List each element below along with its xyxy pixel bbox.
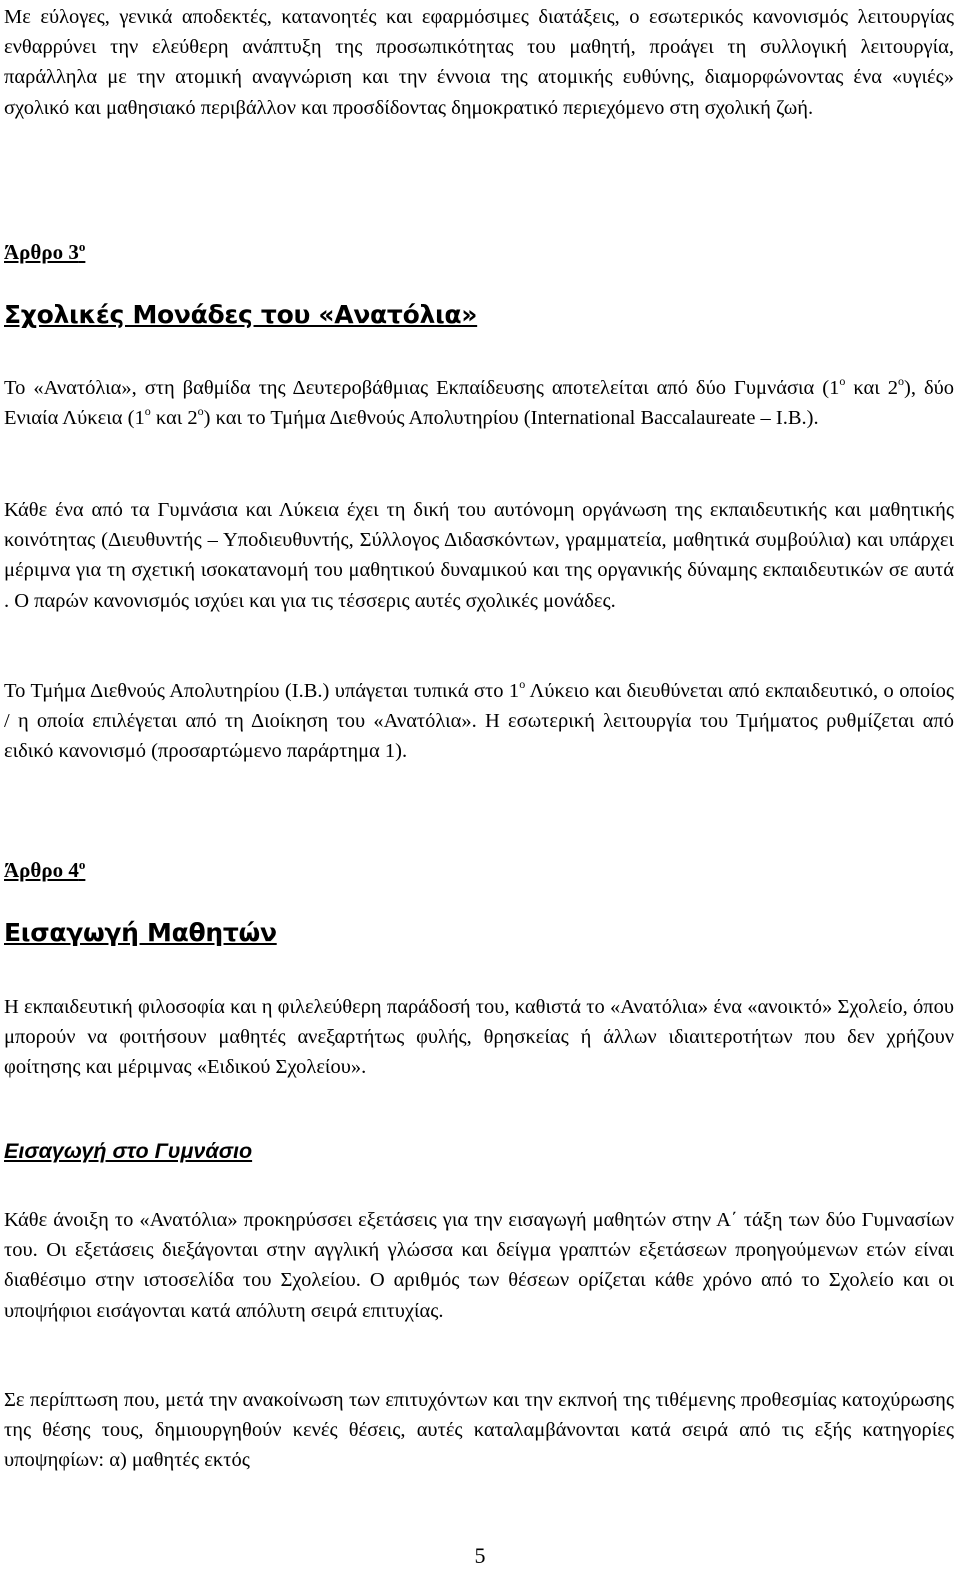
article-3-p1-part-d: και 2 [150,407,198,430]
ordinal-superscript: ο [144,404,151,419]
article-3-label-text: Άρθρο 3 [4,240,79,264]
article-3-paragraph-1-block [4,373,954,433]
intro-section [4,2,954,123]
article-3-heading-block [4,298,954,332]
article-3-label-block [4,238,954,266]
ordinal-superscript: ο [839,374,846,389]
article-3-p1-part-a: Το «Ανατόλια», στη βαθμίδα της Δευτεροβάθμιας Εκπαίδευσης αποτελείται από δύο Γυμνάσια (1 [4,377,840,399]
article-4-heading-block [4,916,954,950]
intro-paragraph: Με εύλογες, γενικά αποδεκτές, κατανοητές και εφαρμόσιμες διατάξεις, ο εσωτερικός κανονισμός λειτουργίας ενθαρρύνει την ελεύθερη ανάπτυξη της προσωπικότητας του μαθητή, προάγει τη συλλογική λειτουργία, παράλληλα με την ατομική αναγνώριση και την έννοια της ατομικής ευθύνης, διαμορφώνοντας ένα «υγιές» σχολικό και μαθησιακό περιβάλλον και προσδίδοντας δημοκρατικό περιεχόμενο στη σχολική ζωή. [4,6,954,119]
gymnasium-admission-subheading: Εισαγωγή στο Γυμνάσιο [4,1139,253,1163]
article-3-label-ordinal: ο [78,239,86,254]
article-3-heading: Σχολικές Μονάδες του «Ανατόλια» [4,300,478,329]
article-4-label-text: Άρθρο 4 [4,858,79,882]
article-4-paragraph-1-block [4,992,954,1083]
article-4-paragraph-2: Κάθε άνοιξη το «Ανατόλια» προκηρύσσει εξετάσεις για την εισαγωγή μαθητών στην Α΄ τάξη των δύο Γυμνασίων του. Οι εξετάσεις διεξάγονται στην αγγλική γλώσσα και δείγμα γραπτών εξετάσεων προηγούμενων ετών είναι διαθέσιμο στην ιστοσελίδα του Σχολείου. Ο αριθμός των θέσεων ορίζεται κάθε χρόνο από το Σχολείο και οι υποψήφιοι εισάγονται κατά απόλυτη σειρά επιτυχίας. [4,1209,954,1322]
article-3-paragraph-1 [4,373,954,433]
article-3-paragraph-3-block [4,676,954,767]
gymnasium-admission-subheading-block [4,1137,954,1165]
ordinal-superscript: ο [898,374,904,389]
article-3-p1-part-e: ) και το Τμήμα Διεθνούς Απολυτηρίου (International Baccalaureate – I.B.). [203,407,819,430]
article-3-p3-part-a: Το Τμήμα Διεθνούς Απολυτηρίου (Ι.Β.) υπάγεται τυπικά στο 1 [4,680,520,702]
article-4-label-ordinal: ο [78,857,86,872]
article-4-paragraph-3: Σε περίπτωση που, μετά την ανακοίνωση των επιτυχόντων και την εκπνοή της τιθέμενης προθεσμίας κατοχύρωσης της θέσης τους, δημιουργηθούν κενές θέσεις, αυτές καταλαμβάνονται κατά σειρά από τις εξής κατηγορίες υποψηφίων: α) μαθητές εκτός [4,1389,954,1472]
article-3-p1-part-b: και 2 [845,377,898,399]
article-3-paragraph-2-block [4,495,954,616]
page-number: 5 [474,1543,486,1568]
article-3-label [4,238,954,266]
article-4-paragraph-1: Η εκπαιδευτική φιλοσοφία και η φιλελεύθερη παράδοσή του, καθιστά το «Ανατόλια» ένα «ανοικτό» Σχολείο, όπου μπορούν να φοιτήσουν μαθητές ανεξαρτήτως φυλής, θρησκείας ή άλλων ιδιαιτεροτήτων που δεν χρήζουν φοίτησης και μέριμνας «Ειδικού Σχολείου». [4,996,954,1079]
ordinal-superscript: ο [519,677,526,692]
article-3-paragraph-2: Κάθε ένα από τα Γυμνάσια και Λύκεια έχει τη δική του αυτόνομη οργάνωση της εκπαιδευτικής και μαθητικής κοινότητας (Διευθυντής – Υποδιευθυντής, Σύλλογος Διδασκόντων, γραμματεία, μαθητικά συμβούλια) και υπάρχει μέριμνα για τη σχετική ισοκατανομή του μαθητικού δυναμικού και της οργανικής δύναμης εκπαιδευτικών σε αυτά . Ο παρών κανονισμός ισχύει και για τις τέσσερις αυτές σχολικές μονάδες. [4,499,954,612]
article-4-heading: Εισαγωγή Μαθητών [4,918,277,947]
article-4-paragraph-2-block [4,1205,954,1326]
article-4-paragraph-3-block [4,1385,954,1476]
article-3-p1-part-c: ), δύο Ενιαία Λύκεια (1 [4,377,954,430]
article-3-paragraph-3 [4,676,954,767]
article-4-label [4,856,954,884]
article-4-label-block [4,856,954,884]
article-3-p3-part-b: Λύκειο και διευθύνεται από εκπαιδευτικό, ο οποίος / η οποία επιλέγεται από τη Διοίκηση του «Ανατόλια». Η εσωτερική λειτουργία του Τμήματος ρυθμίζεται από ειδικό κανονισμό (προσαρτώμενο παράρτημα 1). [4,680,955,763]
ordinal-superscript: ο [197,404,204,419]
